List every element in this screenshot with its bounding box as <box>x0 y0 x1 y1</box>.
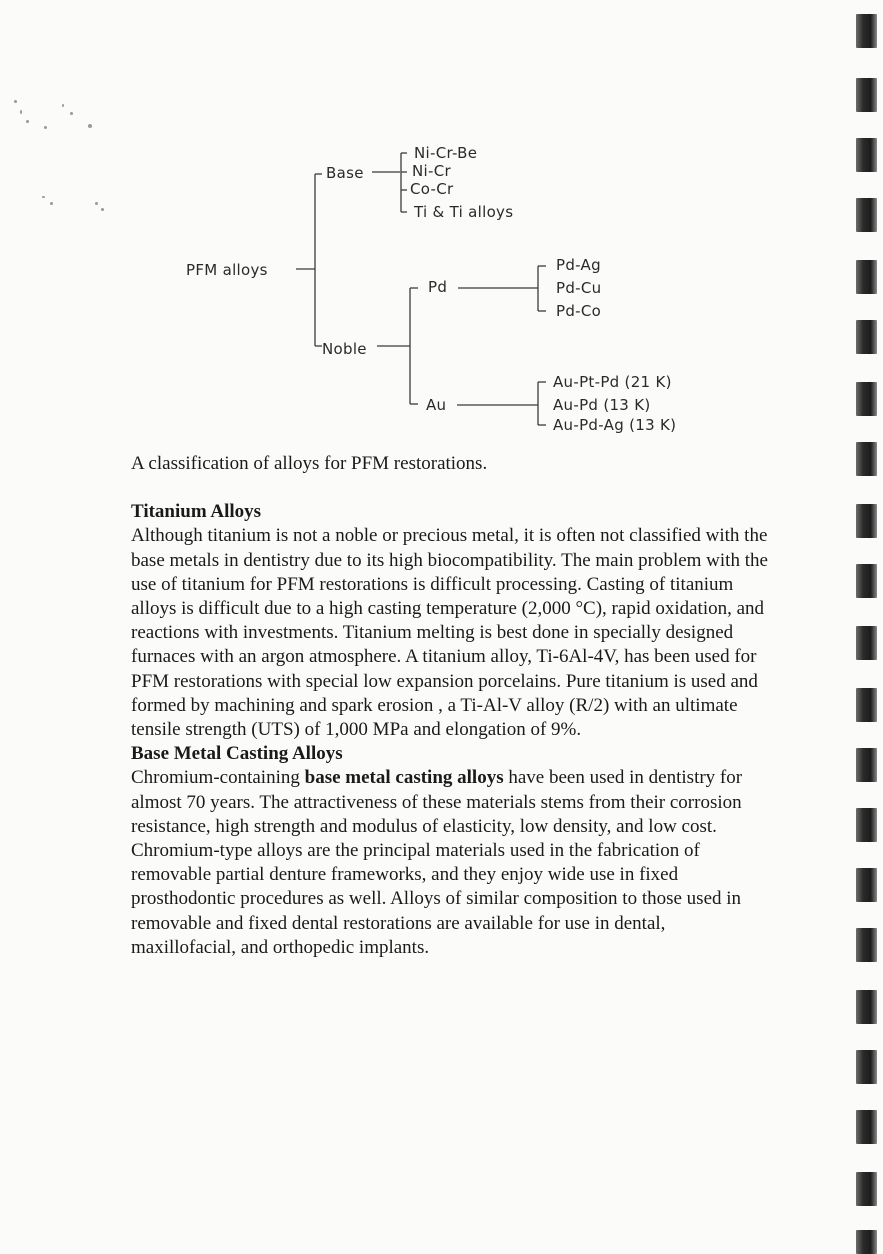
binding-hole <box>856 78 877 112</box>
binding-hole <box>856 442 877 476</box>
binding-hole <box>856 1172 877 1206</box>
tree-root-label: PFM alloys <box>186 261 268 279</box>
binding-hole <box>856 1230 877 1254</box>
tree-pd-label: Pd <box>428 278 448 296</box>
binding-hole <box>856 1050 877 1084</box>
binding-hole <box>856 198 877 232</box>
tree-au-label: Au <box>426 396 447 414</box>
binding-hole <box>856 868 877 902</box>
titanium-heading: Titanium Alloys <box>131 501 262 523</box>
figure-caption: A classification of alloys for PFM restorations. <box>131 453 488 474</box>
binding-hole <box>856 14 877 48</box>
binding-hole <box>856 928 877 962</box>
binding-hole <box>856 808 877 842</box>
tree-base-item: Ti & Ti alloys <box>414 203 514 221</box>
binding-hole <box>856 260 877 294</box>
base-metal-paragraph-start: Chromium-containing <box>131 767 305 789</box>
spiral-binding <box>852 0 883 1254</box>
titanium-paragraph: Although titanium is not a noble or precious metal, it is often not classified with the base metals in dentistry due to its high biocompatibility. The main problem with the use of titanium for PFM restorations is difficult processing. Casting of titanium alloys is difficult due to a high casting temperature (2,000 °C), rapid oxidation, and reactions with investments. Titanium melting is best done in specially designed furnaces with an argon atmosphere. A titanium alloy, Ti-6Al-4V, has been used for PFM restorations with special low expansion porcelains. Pure titanium is used and formed by machining and spark erosion , a Ti-Al-V alloy (R/2) with an ultimate tensile strength (UTS) of 1,000 MPa and elongation of 9%. <box>131 525 768 741</box>
binding-hole <box>856 504 877 538</box>
tree-base-item: Ni-Cr-Be <box>414 144 478 162</box>
binding-hole <box>856 626 877 660</box>
binding-hole <box>856 1110 877 1144</box>
tree-base-item: Co-Cr <box>410 180 454 198</box>
base-metal-paragraph-rest: have been used in dentistry for almost 70 years. The attractiveness of these materials stems from their corrosion resistance, high strength and modulus of elasticity, low density, and low cost. Chromium-type alloys are the principal materials used in the fabrication of removable partial denture frameworks, and they enjoy wide use in fixed prosthodontic procedures as well. Alloys of similar composition to those used in removable and fixed dental restorations are available for use in dental, maxillofacial, and orthopedic implants. <box>131 767 743 958</box>
tree-au-item: Au-Pd-Ag (13 K) <box>553 416 677 434</box>
base-metal-heading: Base Metal Casting Alloys <box>131 743 343 765</box>
tree-pd-item: Pd-Cu <box>556 279 602 297</box>
tree-base-item: Ni-Cr <box>412 162 451 180</box>
binding-hole <box>856 138 877 172</box>
tree-au-item: Au-Pd (13 K) <box>553 396 651 414</box>
tree-pd-item: Pd-Ag <box>556 256 601 274</box>
base-metal-paragraph <box>131 766 771 960</box>
binding-hole <box>856 382 877 416</box>
binding-hole <box>856 688 877 722</box>
binding-hole <box>856 320 877 354</box>
tree-noble-label: Noble <box>322 340 367 358</box>
tree-au-item: Au-Pt-Pd (21 K) <box>553 373 672 391</box>
base-metal-paragraph-bold: base metal casting alloys <box>304 767 504 789</box>
tree-pd-item: Pd-Co <box>556 302 602 320</box>
document-body <box>131 452 771 960</box>
binding-hole <box>856 748 877 782</box>
binding-hole <box>856 990 877 1024</box>
pfm-alloy-classification-tree <box>0 0 760 450</box>
binding-hole <box>856 564 877 598</box>
tree-base-label: Base <box>326 164 364 182</box>
